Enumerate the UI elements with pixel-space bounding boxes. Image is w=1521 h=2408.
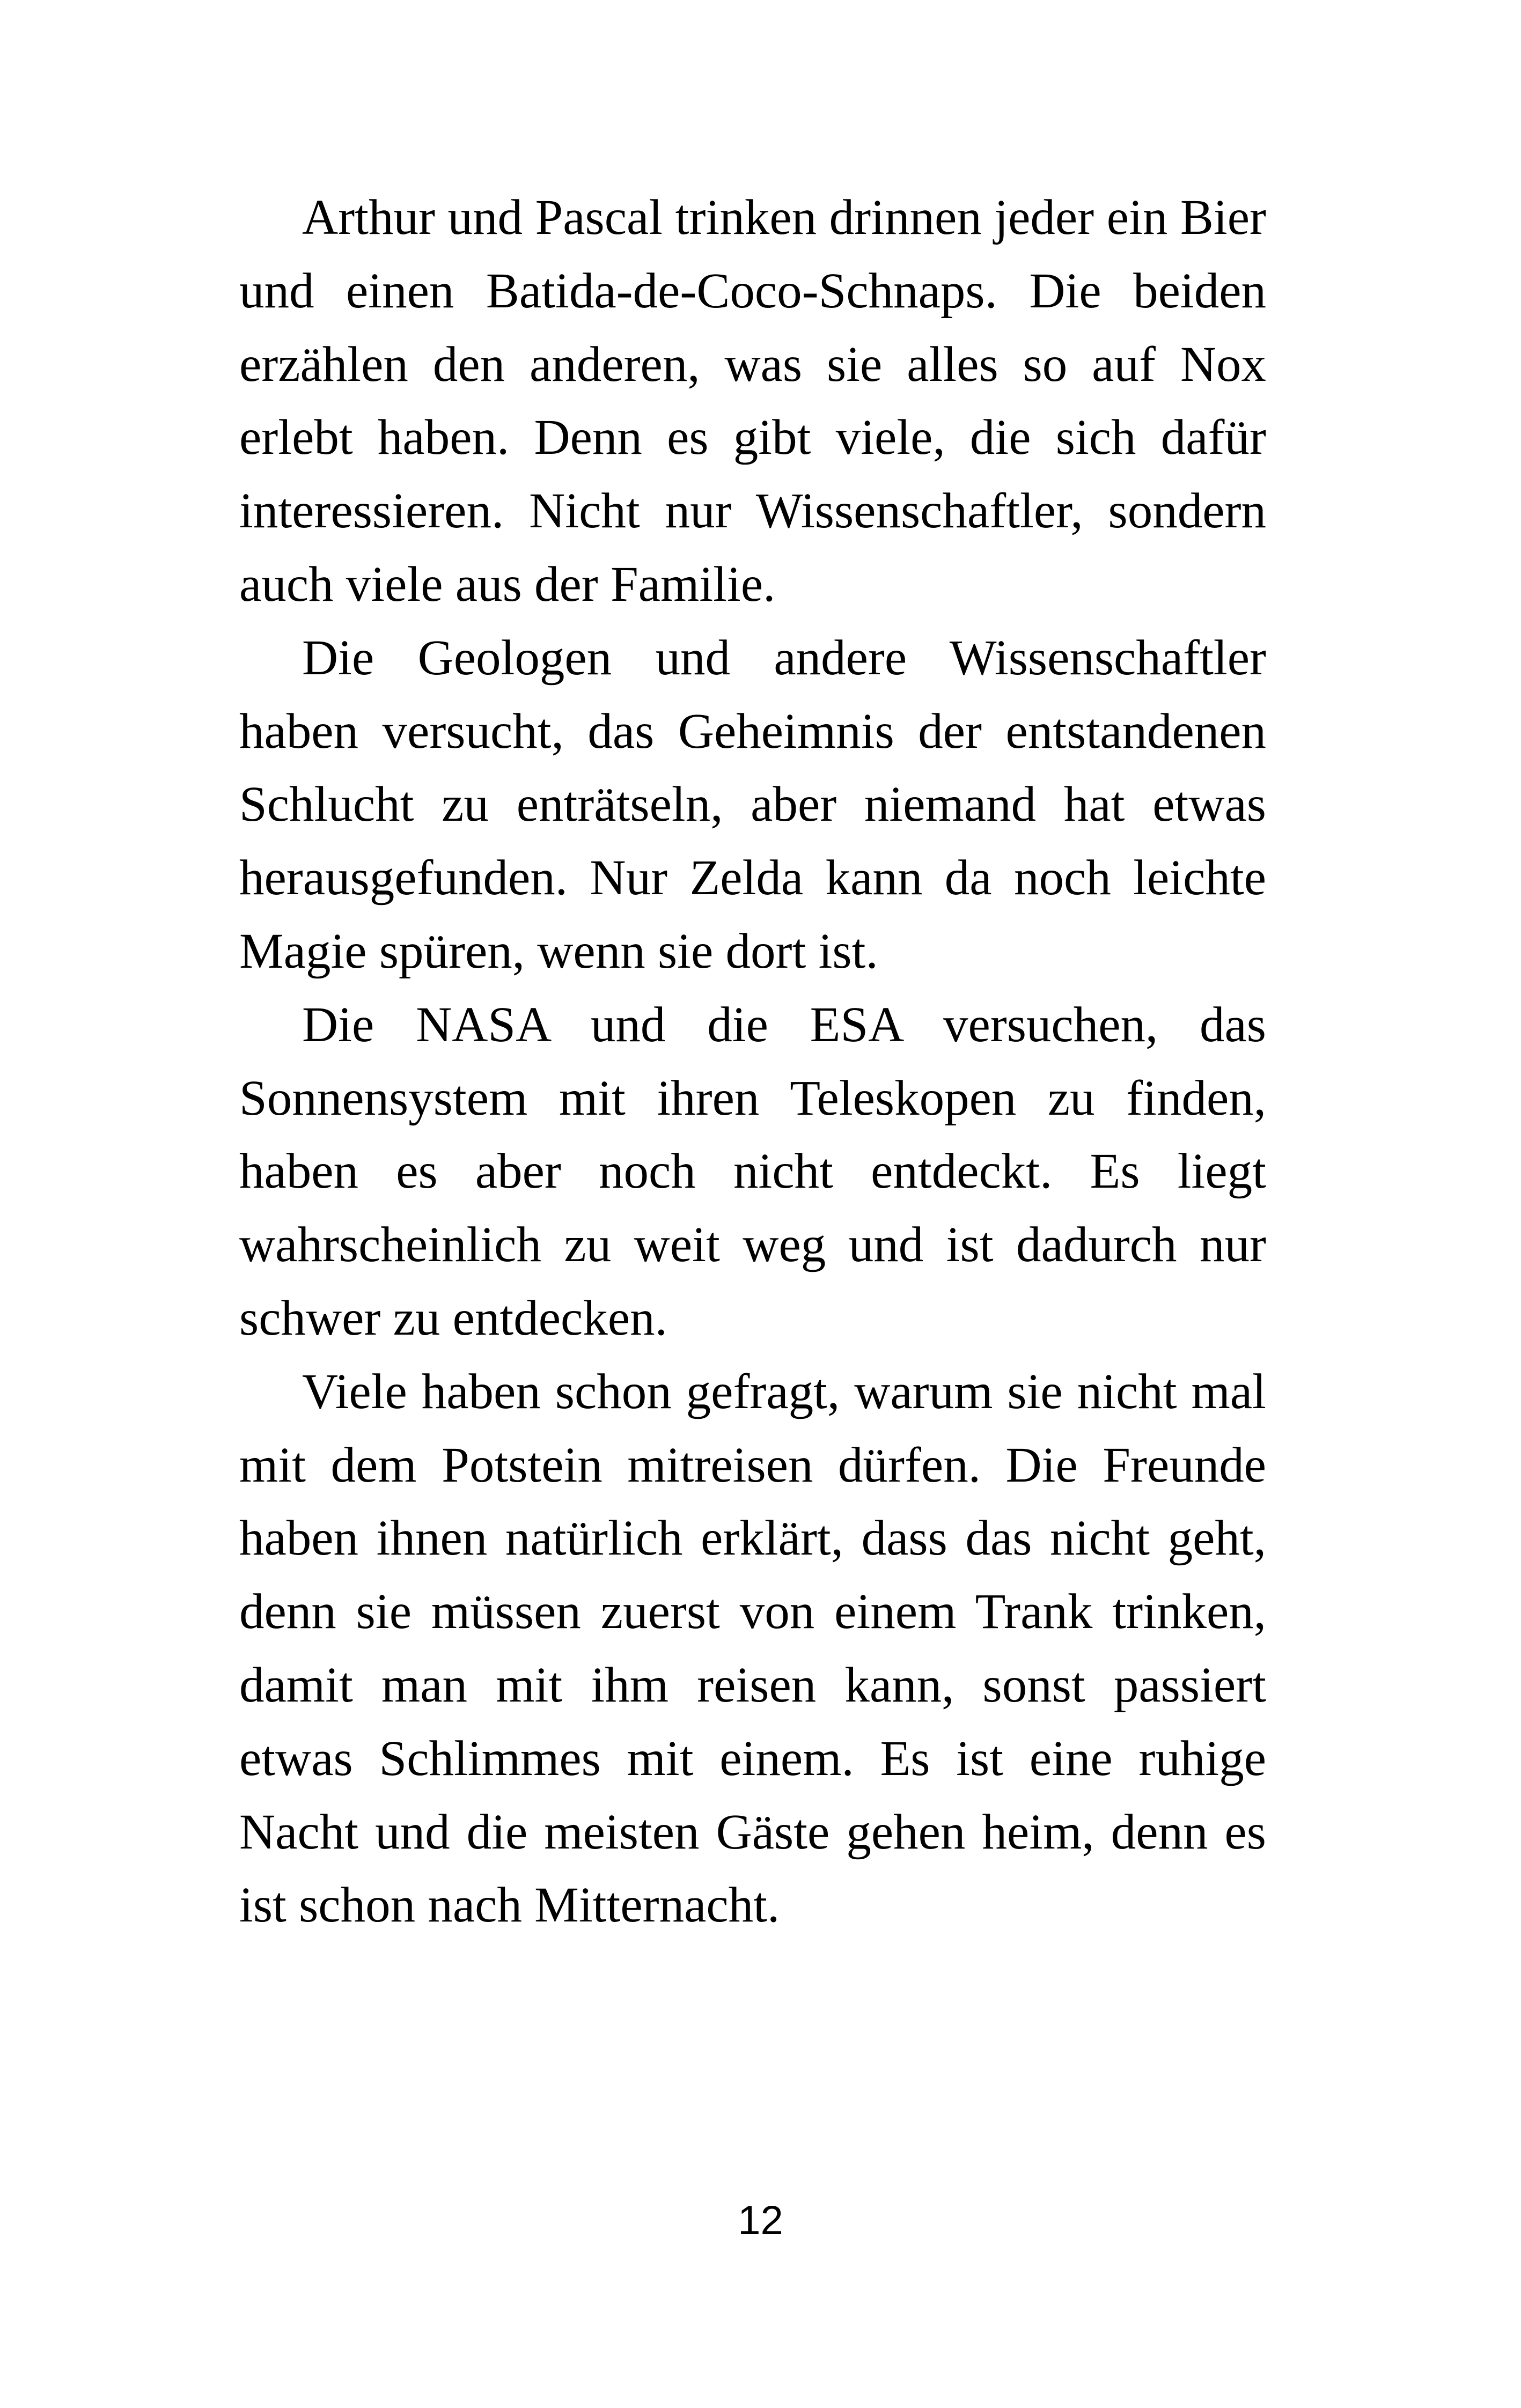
paragraph-2: Die Geologen und andere Wissenschaftler haben versucht, das Geheimnis der entstandenen Schlucht zu enträtseln, aber niemand hat etwas herausgefunden. Nur Zelda kann da noch leichte Magie spüren, wenn sie dort ist. bbox=[239, 630, 1266, 979]
body-text bbox=[239, 181, 1266, 1942]
paragraph-3: Die NASA und die ESA versuchen, das Sonnensystem mit ihren Teleskopen zu finden, haben es aber noch nicht entdeckt. Es liegt wahrscheinlich zu weit weg und ist dadurch nur schwer zu entdecken. bbox=[239, 997, 1266, 1346]
page-number: 12 bbox=[738, 2198, 783, 2243]
paragraph-1: Arthur und Pascal trinken drinnen jeder ein Bier und einen Batida-de-Coco-Schnaps. Die beiden erzählen den anderen, was sie alles so auf Nox erlebt haben. Denn es gibt viele, die sich dafür interessieren. Nicht nur Wissenschaftler, sondern auch viele aus der Familie. bbox=[239, 190, 1266, 612]
paragraph-4: Viele haben schon gefragt, warum sie nicht mal mit dem Potstein mitreisen dürfen. Die Freunde haben ihnen natürlich erklärt, dass das nicht geht, denn sie müssen zuerst von einem Trank trinken, damit man mit ihm reisen kann, sonst passiert etwas Schlimmes mit einem. Es ist eine ruhige Nacht und die meisten Gäste gehen heim, denn es ist schon nach Mitternacht. bbox=[239, 1364, 1266, 1933]
